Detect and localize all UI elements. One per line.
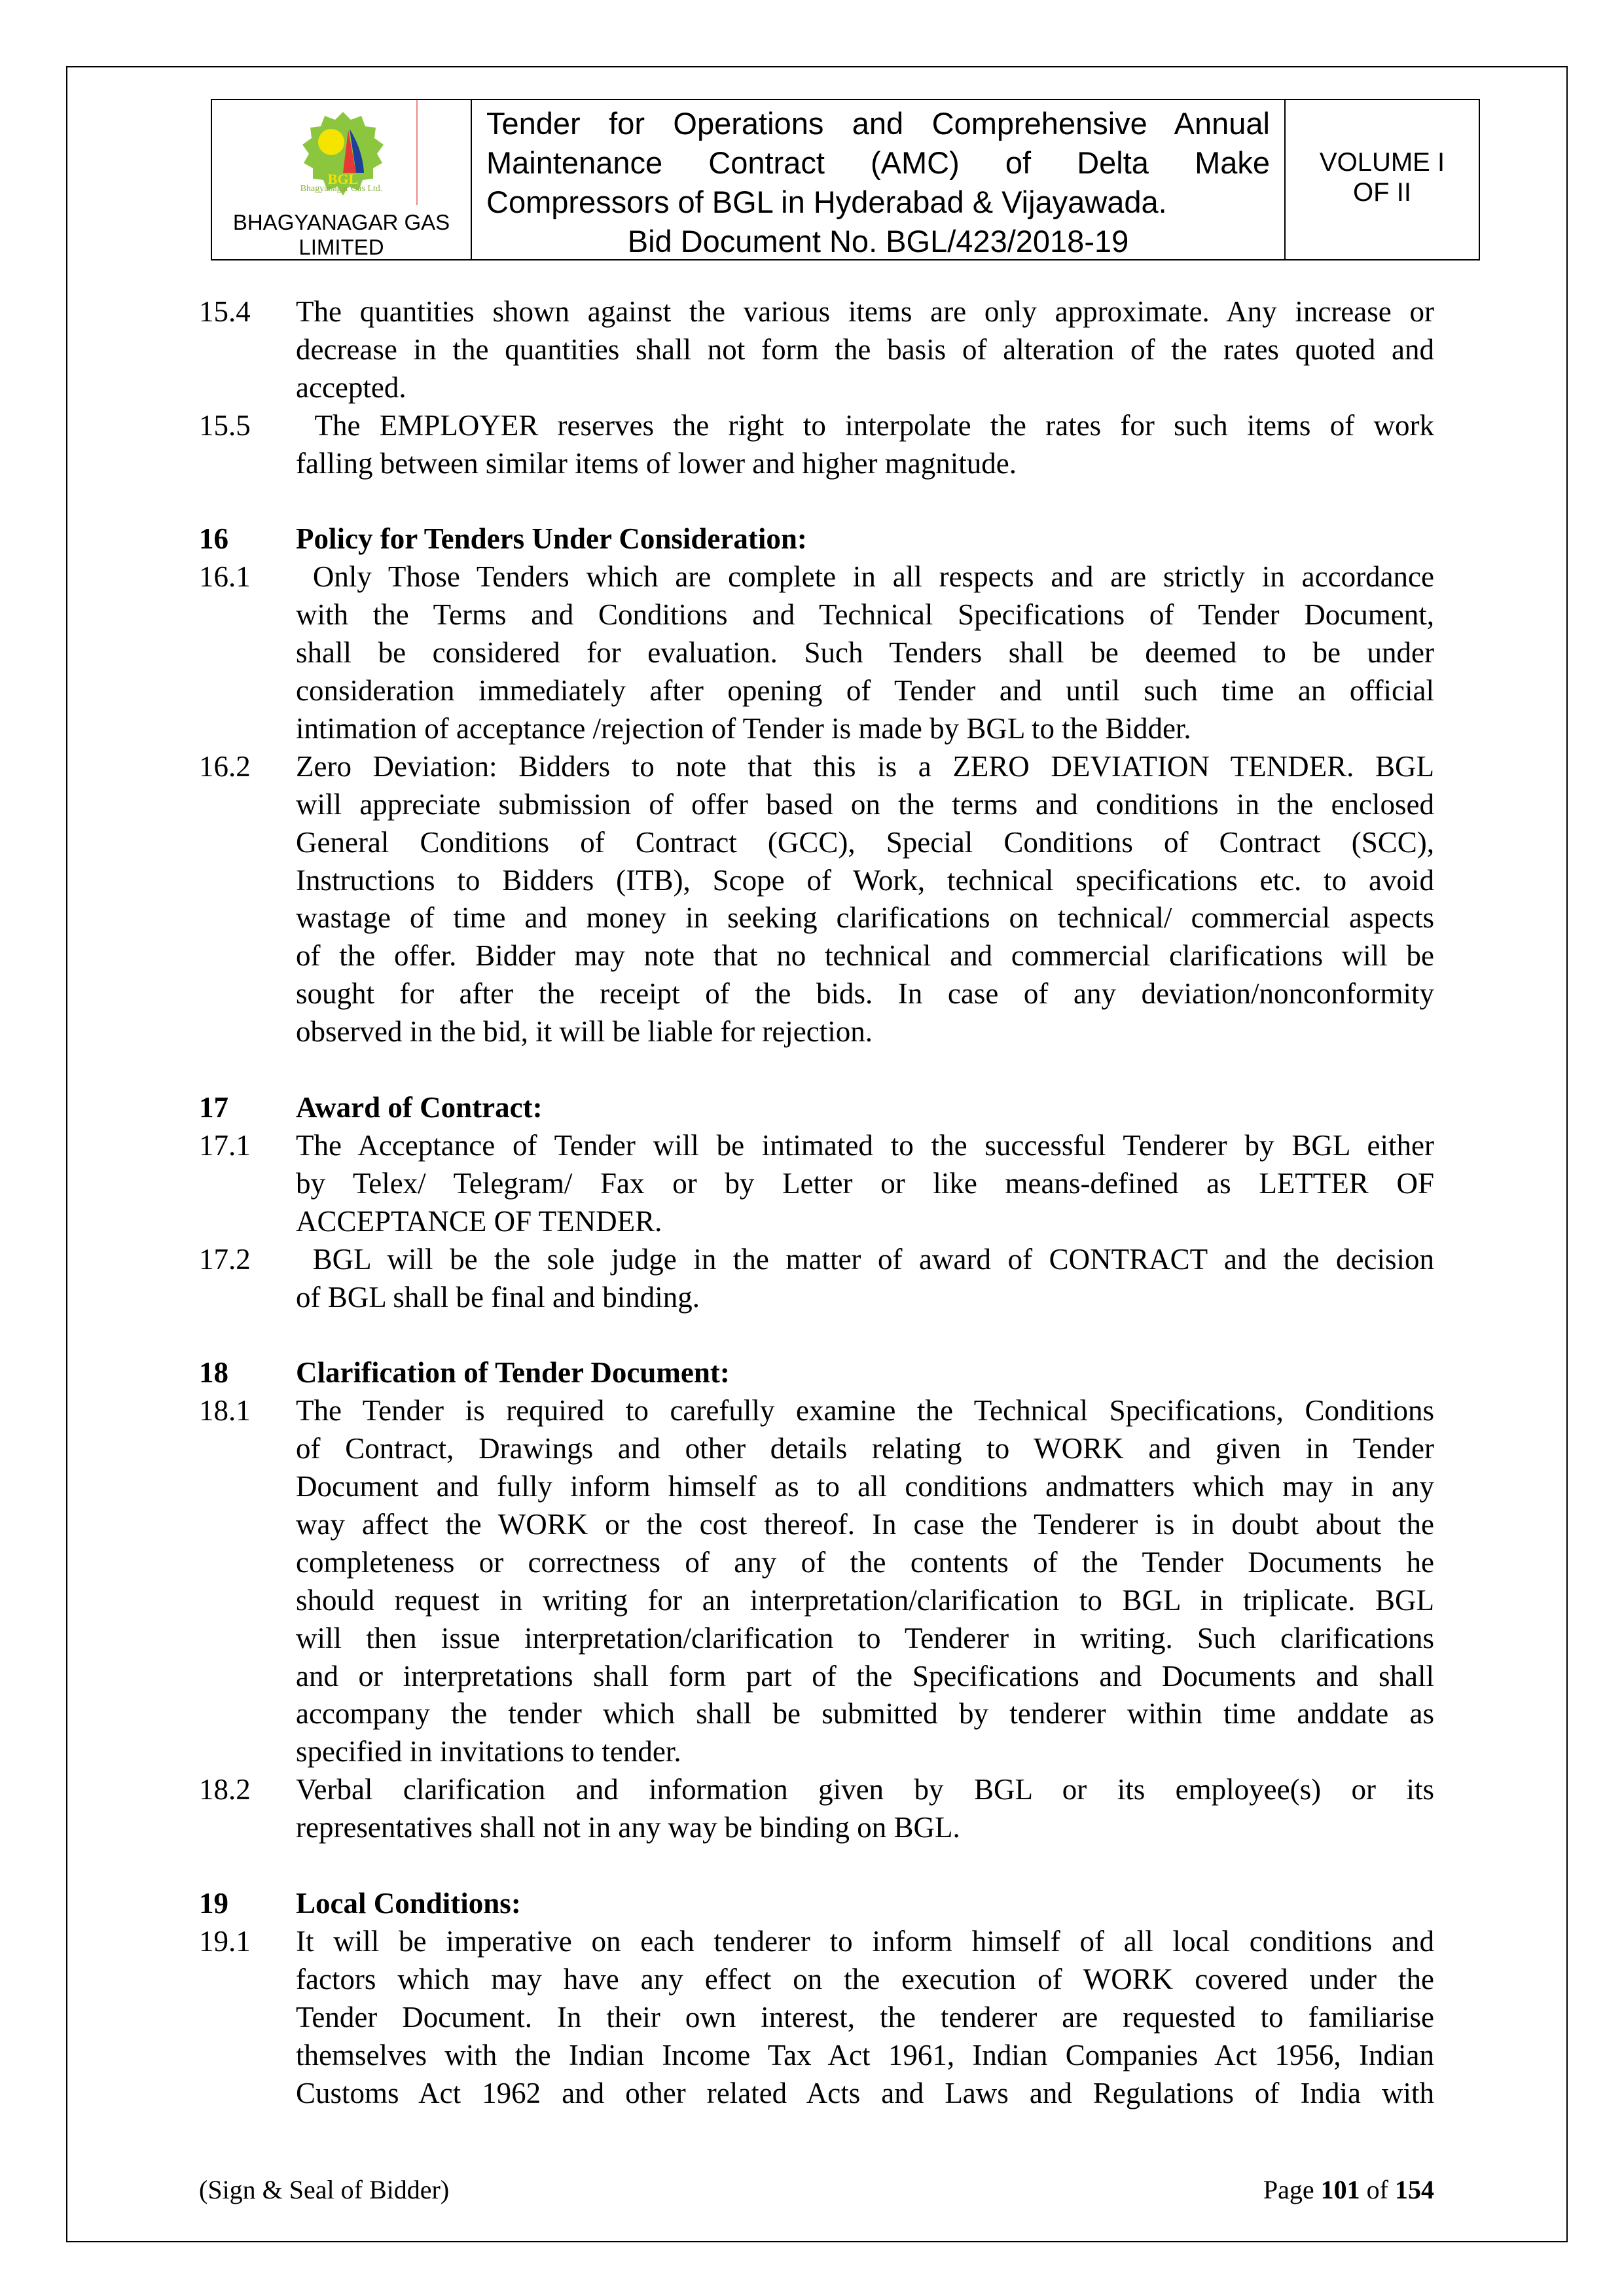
text-line: ACCEPTANCE OF TENDER. [296, 1204, 662, 1238]
clause [199, 558, 1434, 748]
page-number [1263, 2174, 1434, 2205]
clause-text [296, 748, 1434, 1051]
bid-document-number: Bid Document No. BGL/423/2018-19 [627, 224, 1129, 259]
text-line: specified in invitations to tender. [296, 1735, 681, 1768]
text-line: Instructions to Bidders (ITB), Scope of Work, technical specifications etc. to avoid [296, 863, 1434, 897]
text-line: accepted. [296, 370, 406, 404]
clause [199, 1923, 1434, 2113]
text-line: It will be imperative on each tenderer to inform himself of all local conditions and [296, 1924, 1434, 1958]
clause-text [296, 1771, 1434, 1847]
company-name-line: BHAGYANAGAR GAS [232, 210, 450, 234]
company-name [212, 210, 471, 260]
text-line: observed in the bid, it will be liable for rejection. [296, 1015, 873, 1049]
clause-number: 18.1 [199, 1394, 251, 1427]
heading-text: Local Conditions: [296, 1887, 521, 1920]
logo-subtext: Bhagyanagar Gas Ltd. [300, 184, 383, 194]
text-line: way affect the WORK or the cost thereof. In case the Tenderer is in doubt about the [296, 1507, 1434, 1541]
clause-number: 17 [199, 1091, 228, 1124]
clause-number: 15.4 [199, 295, 251, 328]
clause-number: 17.1 [199, 1128, 251, 1162]
clause-text [296, 1392, 1434, 1771]
clause [199, 1392, 1434, 1771]
clause-number: 16.1 [199, 560, 251, 594]
text-line: and or interpretations shall form part of the Specifications and Documents and shall [296, 1659, 1434, 1693]
clause-text [296, 293, 1434, 407]
title-line: Maintenance Contract (AMC) of Delta Make [486, 145, 1270, 180]
text-line: falling between similar items of lower and higher magnitude. [296, 446, 1017, 480]
text-line: intimation of acceptance /rejection of Tender is made by BGL to the Bidder. [296, 711, 1191, 745]
page-current: 101 [1320, 2175, 1360, 2204]
text-line: Zero Deviation: Bidders to note that this is a ZERO DEVIATION TENDER. BGL [296, 749, 1434, 783]
text-line: wastage of time and money in seeking clarifications on technical/ commercial aspects [296, 901, 1434, 935]
text-line: of the offer. Bidder may note that no technical and commercial clarifications will be [296, 939, 1434, 973]
text-line: sought for after the receipt of the bids. In case of any deviation/nonconformity [296, 977, 1434, 1011]
text-line: with the Terms and Conditions and Technical Specifications of Tender Document, [296, 598, 1434, 632]
text-line: Tender Document. In their own interest, the tenderer are requested to familiarise [296, 2000, 1434, 2034]
clause [199, 1241, 1434, 1317]
document-title [472, 100, 1286, 259]
text-line: Customs Act 1962 and other related Acts and Laws and Regulations of India with [296, 2076, 1434, 2109]
text-line: The Tender is required to carefully examine the Technical Specifications, Conditions [296, 1394, 1434, 1427]
text-line: will then issue interpretation/clarification to Tenderer in writing. Such clarifications [296, 1621, 1434, 1655]
volume-line: VOLUME I [1319, 148, 1445, 177]
page-of: of [1366, 2175, 1388, 2204]
section-heading [199, 1885, 1434, 1923]
text-line: representatives shall not in any way be binding on BGL. [296, 1811, 960, 1844]
clause-text [296, 1923, 1434, 2113]
clause [199, 293, 1434, 407]
volume-line: OF II [1353, 178, 1411, 207]
clause-number: 16.2 [199, 749, 251, 783]
clause-number: 19 [199, 1887, 228, 1920]
spacer [199, 483, 1434, 521]
title-line: Compressors of BGL in Hyderabad & Vijayawada. [486, 185, 1167, 219]
clause-number: 18.2 [199, 1773, 251, 1806]
page-footer [199, 2174, 1434, 2205]
clause-number: 15.5 [199, 408, 251, 442]
text-line: Verbal clarification and information given by BGL or its employee(s) or its [296, 1773, 1434, 1806]
section-heading [199, 1089, 1434, 1127]
document-body [199, 293, 1434, 2112]
svg-text:BGL: BGL [327, 171, 359, 187]
section-heading [199, 1354, 1434, 1392]
text-line: Only Those Tenders which are complete in all respects and are strictly in accordance [296, 560, 1434, 594]
divider [416, 100, 418, 205]
text-line: of Contract, Drawings and other details relating to WORK and given in Tender [296, 1432, 1434, 1465]
text-line: accompany the tender which shall be submitted by tenderer within time anddate as [296, 1697, 1434, 1731]
text-line: General Conditions of Contract (GCC), Special Conditions of Contract (SCC), [296, 825, 1434, 859]
title-line: Tender for Operations and Comprehensive Annual [486, 106, 1270, 141]
header-table [211, 99, 1480, 260]
company-name-line: LIMITED [298, 235, 384, 259]
clause-text [296, 407, 1434, 483]
volume-label [1286, 100, 1479, 259]
heading-text: Policy for Tenders Under Consideration: [296, 522, 807, 556]
clause [199, 1127, 1434, 1241]
text-line: Document and fully inform himself as to all conditions andmatters which may in any [296, 1470, 1434, 1503]
clause-text [296, 1885, 1434, 1923]
clause-number: 17.2 [199, 1242, 251, 1276]
heading-text: Award of Contract: [296, 1091, 543, 1124]
clause-text [296, 558, 1434, 748]
clause-number: 19.1 [199, 1924, 251, 1958]
text-line: completeness or correctness of any of the contents of the Tender Documents he [296, 1545, 1434, 1579]
page-prefix: Page [1263, 2175, 1314, 2204]
spacer [199, 1316, 1434, 1354]
text-line: by Telex/ Telegram/ Fax or by Letter or like means-defined as LETTER OF [296, 1166, 1434, 1200]
text-line: shall be considered for evaluation. Such Tenders shall be deemed to be under [296, 636, 1434, 670]
text-line: of BGL shall be final and binding. [296, 1280, 700, 1314]
clause-number: 18 [199, 1356, 228, 1390]
clause-text [296, 1127, 1434, 1241]
section-heading [199, 520, 1434, 558]
text-line: factors which may have any effect on the execution of WORK covered under the [296, 1962, 1434, 1996]
text-line: will appreciate submission of offer based on the terms and conditions in the enclosed [296, 787, 1434, 821]
page-total: 154 [1395, 2175, 1434, 2204]
header-logo-cell [212, 100, 472, 259]
spacer [199, 1051, 1434, 1089]
text-line: decrease in the quantities shall not form the basis of alteration of the rates quoted and [296, 332, 1434, 366]
text-line: themselves with the Indian Income Tax Act 1961, Indian Companies Act 1956, Indian [296, 2038, 1434, 2072]
text-line: The EMPLOYER reserves the right to interpolate the rates for such items of work [296, 408, 1434, 442]
spacer [199, 1847, 1434, 1885]
text-line: BGL will be the sole judge in the matter of award of CONTRACT and the decision [296, 1242, 1434, 1276]
clause [199, 1771, 1434, 1847]
clause-text [296, 520, 1434, 558]
sign-seal-label: (Sign & Seal of Bidder) [199, 2175, 450, 2204]
text-line: The quantities shown against the various items are only approximate. Any increase or [296, 295, 1434, 328]
clause-number: 16 [199, 522, 228, 556]
text-line: consideration immediately after opening of Tender and until such time an official [296, 674, 1434, 708]
heading-text: Clarification of Tender Document: [296, 1356, 730, 1390]
clause [199, 407, 1434, 483]
text-line: The Acceptance of Tender will be intimated to the successful Tenderer by BGL either [296, 1128, 1434, 1162]
clause [199, 748, 1434, 1051]
clause-text [296, 1241, 1434, 1317]
clause-text [296, 1089, 1434, 1127]
text-line: should request in writing for an interpretation/clarification to BGL in triplicate. BGL [296, 1583, 1434, 1617]
clause-text [296, 1354, 1434, 1392]
